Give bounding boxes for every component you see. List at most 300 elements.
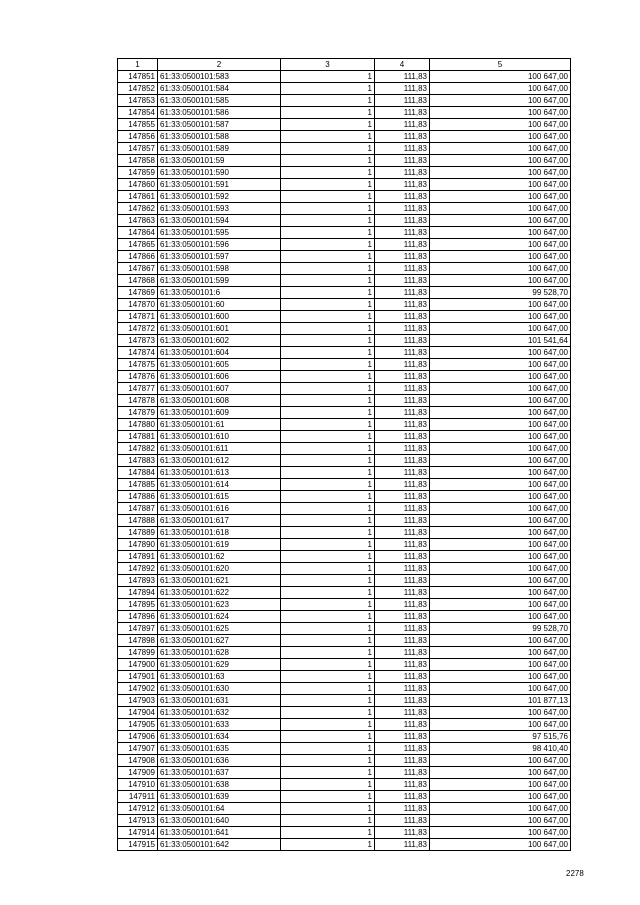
value-cell: 100 647,00 [430,143,571,155]
value-cell: 100 647,00 [430,707,571,719]
row-number-cell: 147860 [118,179,158,191]
value-cell: 100 647,00 [430,131,571,143]
cadastral-number-cell: 61:33:0500101:608 [158,395,281,407]
cadastral-number-cell: 61:33:0500101:622 [158,587,281,599]
table-row [118,443,571,455]
value-cell: 100 647,00 [430,719,571,731]
row-number-cell: 147890 [118,539,158,551]
row-number-cell: 147876 [118,371,158,383]
value-cell: 100 647,00 [430,155,571,167]
table-row [118,215,571,227]
table-row [118,503,571,515]
area-cell: 111,83 [375,779,430,791]
table-row [118,755,571,767]
count-cell: 1 [281,179,375,191]
value-cell: 100 647,00 [430,587,571,599]
row-number-cell: 147906 [118,731,158,743]
cadastral-number-cell: 61:33:0500101:641 [158,827,281,839]
table-row [118,683,571,695]
cadastral-number-cell: 61:33:0500101:632 [158,707,281,719]
row-number-cell: 147899 [118,647,158,659]
cadastral-number-cell: 61:33:0500101:588 [158,131,281,143]
table-row [118,731,571,743]
count-cell: 1 [281,83,375,95]
count-cell: 1 [281,599,375,611]
area-cell: 111,83 [375,599,430,611]
table-row [118,659,571,671]
cadastral-number-cell: 61:33:0500101:590 [158,167,281,179]
count-cell: 1 [281,623,375,635]
row-number-cell: 147908 [118,755,158,767]
table-row [118,815,571,827]
row-number-cell: 147878 [118,395,158,407]
row-number-cell: 147913 [118,815,158,827]
cadastral-number-cell: 61:33:0500101:624 [158,611,281,623]
row-number-cell: 147869 [118,287,158,299]
count-cell: 1 [281,779,375,791]
row-number-cell: 147914 [118,827,158,839]
count-cell: 1 [281,407,375,419]
table-row [118,371,571,383]
area-cell: 111,83 [375,575,430,587]
area-cell: 111,83 [375,155,430,167]
count-cell: 1 [281,311,375,323]
table-row [118,539,571,551]
count-cell: 1 [281,695,375,707]
cadastral-number-cell: 61:33:0500101:605 [158,359,281,371]
cadastral-number-cell: 61:33:0500101:592 [158,191,281,203]
count-cell: 1 [281,815,375,827]
row-number-cell: 147882 [118,443,158,455]
value-cell: 100 647,00 [430,299,571,311]
row-number-cell: 147880 [118,419,158,431]
value-cell: 100 647,00 [430,647,571,659]
table-row [118,551,571,563]
count-cell: 1 [281,803,375,815]
cadastral-number-cell: 61:33:0500101:623 [158,599,281,611]
area-cell: 111,83 [375,359,430,371]
cadastral-number-cell: 61:33:0500101:601 [158,323,281,335]
value-cell: 100 647,00 [430,71,571,83]
value-cell: 100 647,00 [430,503,571,515]
count-cell: 1 [281,719,375,731]
count-cell: 1 [281,635,375,647]
value-cell: 100 647,00 [430,551,571,563]
table-row [118,275,571,287]
row-number-cell: 147874 [118,347,158,359]
row-number-cell: 147893 [118,575,158,587]
table-row [118,71,571,83]
count-cell: 1 [281,827,375,839]
value-cell: 100 647,00 [430,395,571,407]
table-row [118,347,571,359]
value-cell: 100 647,00 [430,119,571,131]
table-row [118,647,571,659]
count-cell: 1 [281,563,375,575]
table-row [118,359,571,371]
row-number-cell: 147894 [118,587,158,599]
cadastral-number-cell: 61:33:0500101:596 [158,239,281,251]
cadastral-number-cell: 61:33:0500101:618 [158,527,281,539]
table-row [118,299,571,311]
row-number-cell: 147870 [118,299,158,311]
cadastral-number-cell: 61:33:0500101:642 [158,839,281,851]
area-cell: 111,83 [375,815,430,827]
value-cell: 100 647,00 [430,563,571,575]
cadastral-number-cell: 61:33:0500101:609 [158,407,281,419]
value-cell: 100 647,00 [430,383,571,395]
count-cell: 1 [281,95,375,107]
cadastral-number-cell: 61:33:0500101:594 [158,215,281,227]
row-number-cell: 147856 [118,131,158,143]
row-number-cell: 147881 [118,431,158,443]
table-row [118,491,571,503]
value-cell: 100 647,00 [430,311,571,323]
row-number-cell: 147857 [118,143,158,155]
table-row [118,695,571,707]
cadastral-number-cell: 61:33:0500101:629 [158,659,281,671]
count-cell: 1 [281,131,375,143]
area-cell: 111,83 [375,707,430,719]
area-cell: 111,83 [375,839,430,851]
cadastral-number-cell: 61:33:0500101:627 [158,635,281,647]
count-cell: 1 [281,479,375,491]
table-row [118,179,571,191]
cadastral-number-cell: 61:33:0500101:631 [158,695,281,707]
row-number-cell: 147915 [118,839,158,851]
count-cell: 1 [281,659,375,671]
cadastral-number-cell: 61:33:0500101:639 [158,791,281,803]
table-row [118,239,571,251]
value-cell: 100 647,00 [430,755,571,767]
area-cell: 111,83 [375,119,430,131]
value-cell: 100 647,00 [430,527,571,539]
table-row [118,719,571,731]
area-cell: 111,83 [375,467,430,479]
row-number-cell: 147862 [118,203,158,215]
count-cell: 1 [281,299,375,311]
value-cell: 101 541,64 [430,335,571,347]
area-cell: 111,83 [375,167,430,179]
cadastral-number-cell: 61:33:0500101:606 [158,371,281,383]
table-row [118,707,571,719]
value-cell: 100 647,00 [430,779,571,791]
count-cell: 1 [281,191,375,203]
row-number-cell: 147854 [118,107,158,119]
value-cell: 100 647,00 [430,827,571,839]
area-cell: 111,83 [375,827,430,839]
cadastral-number-cell: 61:33:0500101:6 [158,287,281,299]
value-cell: 100 647,00 [430,347,571,359]
table-row [118,563,571,575]
table-row [118,311,571,323]
value-cell: 100 647,00 [430,455,571,467]
cadastral-number-cell: 61:33:0500101:597 [158,251,281,263]
value-cell: 97 515,76 [430,731,571,743]
area-cell: 111,83 [375,683,430,695]
row-number-cell: 147900 [118,659,158,671]
table-row [118,611,571,623]
table-row [118,251,571,263]
area-cell: 111,83 [375,263,430,275]
area-cell: 111,83 [375,179,430,191]
area-cell: 111,83 [375,371,430,383]
table-row [118,623,571,635]
cadastral-number-cell: 61:33:0500101:612 [158,455,281,467]
cadastral-number-cell: 61:33:0500101:64 [158,803,281,815]
table-row [118,671,571,683]
cadastral-number-cell: 61:33:0500101:598 [158,263,281,275]
area-cell: 111,83 [375,527,430,539]
row-number-cell: 147863 [118,215,158,227]
area-cell: 111,83 [375,731,430,743]
cadastral-number-cell: 61:33:0500101:638 [158,779,281,791]
area-cell: 111,83 [375,143,430,155]
count-cell: 1 [281,551,375,563]
cadastral-number-cell: 61:33:0500101:630 [158,683,281,695]
area-cell: 111,83 [375,299,430,311]
cadastral-number-cell: 61:33:0500101:614 [158,479,281,491]
table-row [118,143,571,155]
count-cell: 1 [281,263,375,275]
area-cell: 111,83 [375,659,430,671]
area-cell: 111,83 [375,671,430,683]
area-cell: 111,83 [375,563,430,575]
area-cell: 111,83 [375,251,430,263]
count-cell: 1 [281,707,375,719]
area-cell: 111,83 [375,551,430,563]
area-cell: 111,83 [375,503,430,515]
table-row [118,803,571,815]
value-cell: 100 647,00 [430,191,571,203]
value-cell: 100 647,00 [430,491,571,503]
row-number-cell: 147873 [118,335,158,347]
row-number-cell: 147910 [118,779,158,791]
value-cell: 100 647,00 [430,227,571,239]
area-cell: 111,83 [375,743,430,755]
area-cell: 111,83 [375,395,430,407]
cadastral-number-cell: 61:33:0500101:640 [158,815,281,827]
count-cell: 1 [281,155,375,167]
count-cell: 1 [281,839,375,851]
cadastral-number-cell: 61:33:0500101:616 [158,503,281,515]
count-cell: 1 [281,419,375,431]
row-number-cell: 147905 [118,719,158,731]
table-row [118,635,571,647]
cadastral-number-cell: 61:33:0500101:620 [158,563,281,575]
row-number-cell: 147859 [118,167,158,179]
value-cell: 100 647,00 [430,83,571,95]
value-cell: 100 647,00 [430,203,571,215]
value-cell: 100 647,00 [430,683,571,695]
count-cell: 1 [281,503,375,515]
area-cell: 111,83 [375,719,430,731]
count-cell: 1 [281,71,375,83]
value-cell: 99 528,70 [430,623,571,635]
count-cell: 1 [281,347,375,359]
row-number-cell: 147855 [118,119,158,131]
cadastral-number-cell: 61:33:0500101:591 [158,179,281,191]
cadastral-number-cell: 61:33:0500101:61 [158,419,281,431]
count-cell: 1 [281,791,375,803]
cadastral-number-cell: 61:33:0500101:62 [158,551,281,563]
area-cell: 111,83 [375,431,430,443]
count-cell: 1 [281,371,375,383]
table-row [118,575,571,587]
cadastral-number-cell: 61:33:0500101:583 [158,71,281,83]
value-cell: 100 647,00 [430,215,571,227]
row-number-cell: 147912 [118,803,158,815]
cadastral-number-cell: 61:33:0500101:587 [158,119,281,131]
area-cell: 111,83 [375,755,430,767]
value-cell: 100 647,00 [430,431,571,443]
cadastral-number-cell: 61:33:0500101:600 [158,311,281,323]
value-cell: 100 647,00 [430,239,571,251]
row-number-cell: 147861 [118,191,158,203]
count-cell: 1 [281,335,375,347]
count-cell: 1 [281,731,375,743]
table-row [118,287,571,299]
value-cell: 100 647,00 [430,467,571,479]
cadastral-number-cell: 61:33:0500101:607 [158,383,281,395]
page-number: 2278 [566,869,584,878]
count-cell: 1 [281,743,375,755]
value-cell: 100 647,00 [430,599,571,611]
row-number-cell: 147888 [118,515,158,527]
value-cell: 100 647,00 [430,479,571,491]
cadastral-number-cell: 61:33:0500101:604 [158,347,281,359]
area-cell: 111,83 [375,455,430,467]
cadastral-number-cell: 61:33:0500101:602 [158,335,281,347]
value-cell: 101 877,13 [430,695,571,707]
value-cell: 100 647,00 [430,671,571,683]
area-cell: 111,83 [375,95,430,107]
cadastral-number-cell: 61:33:0500101:599 [158,275,281,287]
value-cell: 100 647,00 [430,767,571,779]
table-row [118,335,571,347]
count-cell: 1 [281,227,375,239]
count-cell: 1 [281,575,375,587]
count-cell: 1 [281,107,375,119]
row-number-cell: 147897 [118,623,158,635]
row-number-cell: 147887 [118,503,158,515]
row-number-cell: 147889 [118,527,158,539]
table-row [118,395,571,407]
row-number-cell: 147892 [118,563,158,575]
area-cell: 111,83 [375,491,430,503]
count-cell: 1 [281,275,375,287]
value-cell: 100 647,00 [430,371,571,383]
area-cell: 111,83 [375,383,430,395]
cadastral-number-cell: 61:33:0500101:586 [158,107,281,119]
area-cell: 111,83 [375,791,430,803]
count-cell: 1 [281,215,375,227]
cadastral-number-cell: 61:33:0500101:584 [158,83,281,95]
value-cell: 100 647,00 [430,803,571,815]
area-cell: 111,83 [375,539,430,551]
count-cell: 1 [281,611,375,623]
value-cell: 100 647,00 [430,575,571,587]
data-table [117,58,571,851]
area-cell: 111,83 [375,695,430,707]
count-cell: 1 [281,239,375,251]
count-cell: 1 [281,395,375,407]
row-number-cell: 147866 [118,251,158,263]
area-cell: 111,83 [375,803,430,815]
count-cell: 1 [281,467,375,479]
cadastral-number-cell: 61:33:0500101:633 [158,719,281,731]
table-row [118,587,571,599]
row-number-cell: 147851 [118,71,158,83]
area-cell: 111,83 [375,347,430,359]
area-cell: 111,83 [375,635,430,647]
table-row [118,515,571,527]
row-number-cell: 147852 [118,83,158,95]
column-header-5: 5 [430,59,571,71]
area-cell: 111,83 [375,287,430,299]
value-cell: 100 647,00 [430,419,571,431]
value-cell: 100 647,00 [430,251,571,263]
value-cell: 100 647,00 [430,659,571,671]
column-header-1: 1 [118,59,158,71]
value-cell: 100 647,00 [430,515,571,527]
value-cell: 100 647,00 [430,167,571,179]
row-number-cell: 147896 [118,611,158,623]
table-row [118,419,571,431]
row-number-cell: 147903 [118,695,158,707]
table-body [118,71,571,851]
area-cell: 111,83 [375,107,430,119]
table-row [118,167,571,179]
count-cell: 1 [281,143,375,155]
table-row [118,107,571,119]
row-number-cell: 147884 [118,467,158,479]
area-cell: 111,83 [375,203,430,215]
row-number-cell: 147875 [118,359,158,371]
table-row [118,203,571,215]
value-cell: 100 647,00 [430,839,571,851]
area-cell: 111,83 [375,83,430,95]
row-number-cell: 147864 [118,227,158,239]
count-cell: 1 [281,587,375,599]
cadastral-number-cell: 61:33:0500101:621 [158,575,281,587]
cadastral-number-cell: 61:33:0500101:635 [158,743,281,755]
row-number-cell: 147898 [118,635,158,647]
row-number-cell: 147907 [118,743,158,755]
table-row [118,431,571,443]
cadastral-number-cell: 61:33:0500101:585 [158,95,281,107]
value-cell: 100 647,00 [430,407,571,419]
value-cell: 100 647,00 [430,815,571,827]
count-cell: 1 [281,455,375,467]
value-cell: 100 647,00 [430,323,571,335]
area-cell: 111,83 [375,71,430,83]
value-cell: 99 528,70 [430,287,571,299]
table-row [118,527,571,539]
cadastral-number-cell: 61:33:0500101:619 [158,539,281,551]
table-row [118,323,571,335]
cadastral-number-cell: 61:33:0500101:589 [158,143,281,155]
area-cell: 111,83 [375,323,430,335]
row-number-cell: 147877 [118,383,158,395]
row-number-cell: 147911 [118,791,158,803]
area-cell: 111,83 [375,227,430,239]
row-number-cell: 147858 [118,155,158,167]
count-cell: 1 [281,647,375,659]
area-cell: 111,83 [375,623,430,635]
row-number-cell: 147886 [118,491,158,503]
value-cell: 100 647,00 [430,107,571,119]
